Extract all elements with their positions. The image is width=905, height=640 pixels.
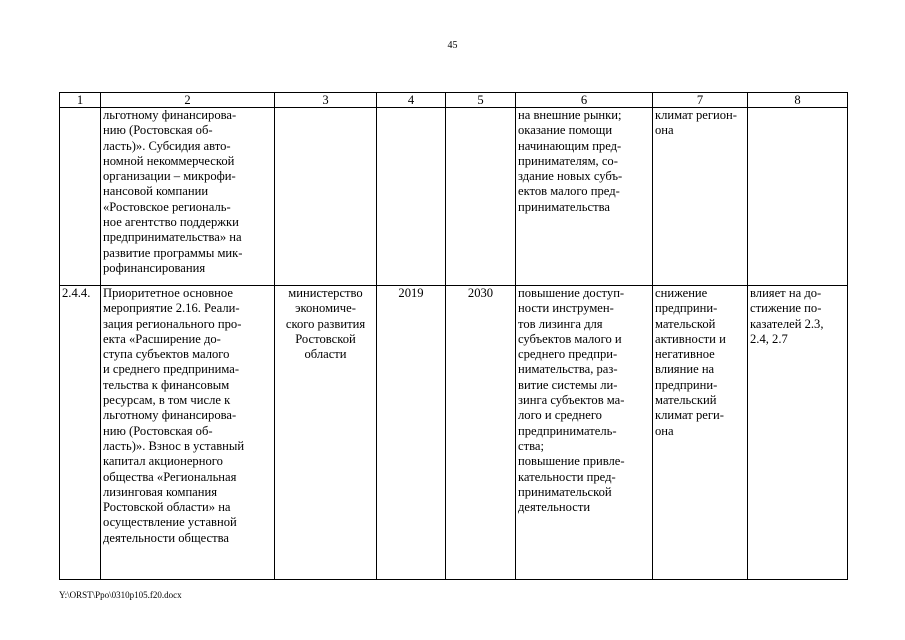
header-cell: 7 — [653, 93, 748, 108]
table-row — [60, 286, 848, 580]
consequences-cell: снижение предприни- мательской активности и негативное влияние на предприни- мательский климат реги- она — [653, 286, 748, 580]
row-number-cell: 2.4.4. — [60, 286, 101, 580]
page-number: 45 — [447, 40, 458, 51]
indicator-link-cell: влияет на до- стижение по- казателей 2.3, 2.4, 2.7 — [748, 286, 848, 580]
consequences-cell: климат регион- она — [653, 108, 748, 286]
executor-cell — [275, 108, 377, 286]
indicator-link-cell — [748, 108, 848, 286]
header-cell: 6 — [516, 93, 653, 108]
expected-result-cell: повышение доступ- ности инструмен- тов лизинга для субъектов малого и среднего предпри- нимательства, раз- витие системы ли- зинга субъектов ма- лого и среднего предприниматель- ства; повышение привле- кательности пред- принимательской деятельности — [516, 286, 653, 580]
header-cell: 4 — [377, 93, 446, 108]
measure-name-cell: Приоритетное основное мероприятие 2.16. Реали- зация регионального про- екта «Расширение до- ступа субъектов малого и среднего предпринима- тельства к финансовым ресурсам, в том числе к льготному финансирова- нию (Ростовская об- ласть)». Взнос в уставный капитал акционерного общества «Региональная лизинговая компания Ростовской области» на осуществление уставной деятельности общества — [101, 286, 275, 580]
row-number-cell — [60, 108, 101, 286]
end-year-cell: 2030 — [446, 286, 516, 580]
expected-result-cell: на внешние рынки; оказание помощи начинающим пред- принимателям, со- здание новых субъ- ектов малого пред- принимательства — [516, 108, 653, 286]
table-header-row — [60, 93, 848, 108]
table-row — [60, 108, 848, 286]
end-year-cell — [446, 108, 516, 286]
header-cell: 3 — [275, 93, 377, 108]
measure-name-cell: льготному финансирова- нию (Ростовская об- ласть)». Субсидия авто- номной некоммерческой организации – микрофи- нансовой компании «Ростовское региональ- ное агентство поддержки предпринимательства» на развитие программы мик- рофинансирования — [101, 108, 275, 286]
header-cell: 5 — [446, 93, 516, 108]
header-cell: 2 — [101, 93, 275, 108]
program-table — [59, 92, 848, 580]
start-year-cell — [377, 108, 446, 286]
start-year-cell: 2019 — [377, 286, 446, 580]
header-cell: 8 — [748, 93, 848, 108]
executor-cell: министерство экономиче- ского развития Ростовской области — [275, 286, 377, 580]
file-path-footer: Y:\ORST\Ppo\0310p105.f20.docx — [59, 590, 182, 600]
header-cell: 1 — [60, 93, 101, 108]
